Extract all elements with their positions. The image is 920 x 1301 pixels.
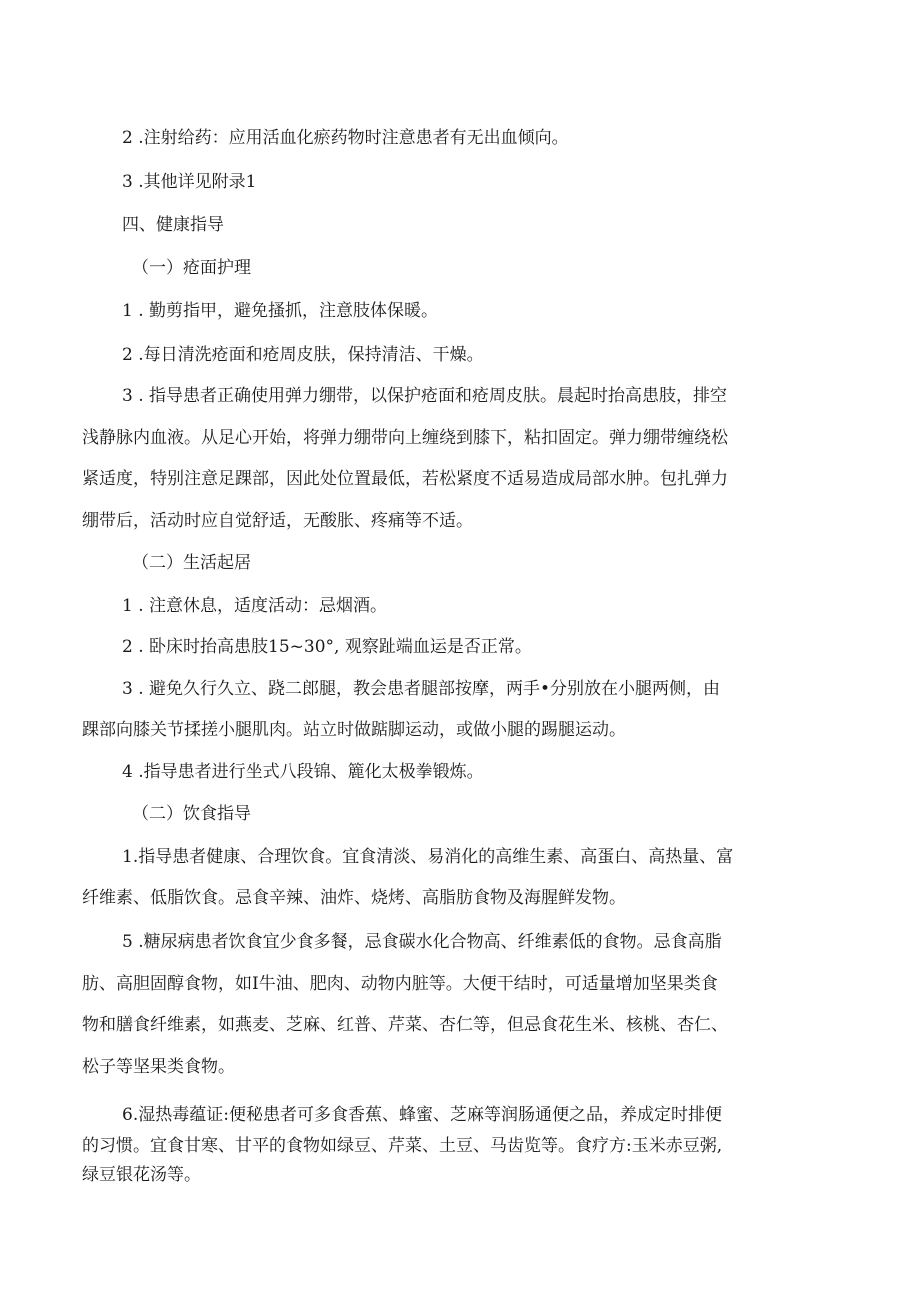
- text-line-wound-2: 2 .每日清洗疮面和疮周皮肤，保持清洁、干燥。: [122, 345, 484, 365]
- text-line-diet-5d: 松子等坚果类食物。: [82, 1057, 235, 1077]
- text-line-life-4: 4 .指导患者进行坐式八段锦、簏化太极拳锻炼。: [122, 762, 484, 782]
- text-line-diet-5b: 肪、高胆固醇食物，如I牛油、肥肉、动物内脏等。大便干结时，可适量增加坚果类食: [82, 974, 718, 994]
- text-line-diet-5c: 物和膳食纤维素，如燕麦、芝麻、红普、芹菜、杏仁等，但忌食花生米、核桃、杏仁、: [82, 1015, 728, 1035]
- subsection-heading-diet: （二）饮食指导: [132, 804, 251, 824]
- text-line-wound-3b: 浅静脉内血液。从足心开始，将弹力绷带向上缠绕到膝下，粘扣固定。弹力绷带缠绕松: [82, 428, 728, 448]
- section-heading-health-guidance: 四、健康指导: [122, 215, 224, 235]
- subsection-heading-daily-life: （二）生活起居: [132, 553, 251, 573]
- text-line-life-3b: 踝部向膝关节揉搓小腿肌肉。站立时做踮脚运动，或做小腿的踢腿运动。: [82, 720, 626, 740]
- text-line-wound-3a: 3 . 指导患者正确使用弹力绷带，以保护疮面和疮周皮肤。晨起时抬高患肢，排空: [122, 386, 728, 406]
- text-line-life-2: 2 . 卧床时抬高患肢15~30°, 观察趾端血运是否正常。: [122, 637, 532, 657]
- text-line-wound-1: 1 . 勤剪指甲，避免搔抓，注意肢体保暖。: [122, 301, 439, 321]
- text-line-appendix: 3 .其他详见附录1: [122, 172, 257, 192]
- text-line-injection: 2 .注射给药：应用活血化瘀药物时注意患者有无出血倾向。: [122, 128, 569, 148]
- text-line-diet-5a: 5 .糖尿病患者饮食宜少食多餐，忌食碳水化合物高、纤维素低的食物。忌食高脂: [122, 932, 722, 952]
- text-line-diet-6a: 6.湿热毒蕴证:便秘患者可多食香蕉、蜂蜜、芝麻等润肠通便之品，养成定时排便: [122, 1105, 722, 1125]
- text-line-wound-3c: 紧适度，特别注意足踝部，因此处位置最低，若松紧度不适易造成局部水肿。包扎弹力: [82, 469, 728, 489]
- text-line-life-1: 1 . 注意休息，适度活动：忌烟酒。: [122, 596, 388, 616]
- text-line-diet-1b: 纤维素、低脂饮食。忌食辛辣、油炸、烧烤、高脂肪食物及海腥鲜发物。: [82, 888, 626, 908]
- subsection-heading-wound-care: （一）疮面护理: [132, 258, 251, 278]
- text-line-diet-1a: 1.指导患者健康、合理饮食。宜食清淡、易消化的高维生素、高蛋白、高热量、富: [122, 847, 734, 867]
- text-line-life-3a: 3 . 避免久行久立、跷二郎腿，教会患者腿部按摩，两手•分别放在小腿两侧，由: [122, 679, 721, 699]
- text-line-diet-6c: 绿豆银花汤等。: [82, 1165, 201, 1185]
- text-line-diet-6b: 的习惯。宜食甘寒、甘平的食物如绿豆、芹菜、土豆、马齿览等。食疗方:玉米赤豆粥,: [82, 1136, 723, 1156]
- text-line-wound-3d: 绷带后，活动时应自觉舒适，无酸胀、疼痛等不适。: [82, 511, 473, 531]
